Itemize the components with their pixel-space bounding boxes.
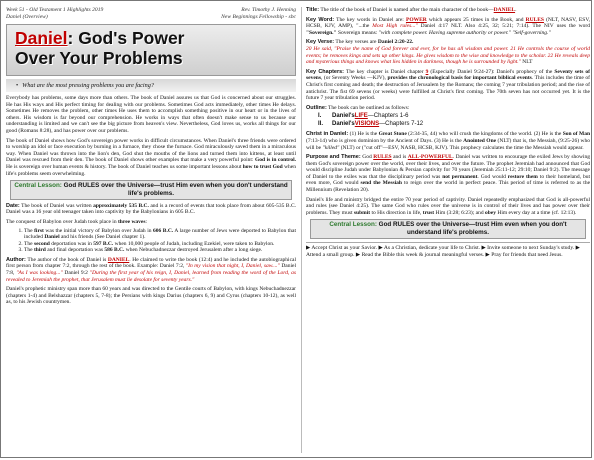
conquest-colon: :: [145, 218, 148, 225]
wave-bold: first: [34, 227, 44, 234]
intro-paragraph-1: Everybody has problems, some days more than others. The book of Daniel assures us that God is concerned about our struggles. He has His ways and His perfect timing for dealing with our problems. Sometimes God acts immediately, other times He delays. Sometimes He removes the problem, other times He uses them to accomplish something positive in our heart or in the lives of others. His wisdom is far beyond our comprehension. He works in ways that often doesn't make sense to us because our understanding is limited and we can't see the big picture from heaven's view. Nevertheless, God loves us, works all things for our good (Romans 8:28), and has power over our problems.: [6, 95, 296, 134]
pt-bold: not permanent: [442, 173, 478, 180]
pt-text: God: [360, 154, 374, 161]
pt-text4: . God would: [477, 173, 508, 180]
kv-quote: 20 He said, "Praise the name of God forever and ever, for he has all wisdom and power. 21 He controls the course of world events; he removes kings and sets up other kings. He gives wisdom to the wise and knowledge to the scholar. 22 He reveals deep and mysterious things and knows what lies hidden in darkness, though he is surrounded by light.": [306, 45, 590, 66]
outline-key: VISIONS: [354, 121, 380, 128]
pt-text3: . Daniel was written to encourage the exiled Jews by showing them God's sovereign power over the world, over their lives, and over the future. The prophet Jeremiah had announced that God would discipline Judah under Babylonian & Persian captivity for 70 years (Jeremiah 25:11-12; 29:10; Daniel 9:2). The message of Daniel to the exiles was that the disciplinary period was: [306, 154, 590, 180]
author-text3: Daniel 7:8,: [6, 263, 296, 277]
callout-text: God RULES over the Universe—trust Him even when you don't understand life's problems.: [61, 182, 288, 197]
kc-text: The key chapter is Daniel chapter: [344, 68, 426, 75]
pt-text2: and is: [391, 154, 408, 161]
kc-text3: , (or Seventy Weeks —KJV),: [320, 75, 388, 82]
central-lesson-callout: [10, 180, 292, 200]
conquest-text: The conquest of Babylon over Judah took place in: [6, 218, 118, 225]
kv-version: NLT: [520, 59, 533, 66]
pt-text6: to reign over the world in perfect peace. This period of time is referred to as the Millennium (Revelation 20).: [306, 180, 591, 194]
ministry-paragraph: Daniel's prophetic ministry span more than 60 years and was directed to the Gentile courts of Babylon, with kings Nebuchadnezzar (chapters 1-4) and Belshazzar (chapters 5, 7-8); the Persians with kings Darius (chapters 6, 9) and Cyrus (chapters 10-12), as well as, to his Jewish countrymen.: [6, 286, 296, 306]
date-bold: approximately 535 B.C.: [93, 202, 149, 209]
title-rest: : God's Power: [67, 28, 185, 48]
cd-bold: Great Stone: [378, 131, 407, 138]
wave-date: 586 B.C.: [104, 247, 125, 254]
wave-text: The: [24, 240, 34, 247]
date-paragraph: [6, 203, 296, 216]
author-text: The author of the book of Daniel is: [25, 256, 108, 263]
outline-key: LIFE: [354, 113, 368, 120]
cd-text2: (2:34-35, 44) who will crush the kingdoms of the world. (2) He is the: [406, 131, 563, 138]
wave-bold: Daniel: [44, 234, 60, 241]
cd-text4: (NLT) that is, the Messiah, (9:25-26) who will be: [306, 137, 590, 151]
outline-num: II.: [318, 121, 324, 128]
intro2-bold: God is in control.: [254, 157, 296, 164]
title-box: [6, 24, 296, 76]
life-trust: trust: [422, 209, 435, 216]
central-lesson-callout: [310, 219, 586, 239]
life-text: Daniel's life and ministry bridged the entire 70 year period of captivity. Daniel repeatedly emphasized that God is all-powerful and rules (see Daniel 4:25). The same God who rules over the universe is in control of their lives and has power over their problems. They must: [306, 196, 590, 216]
key-verse-label: Key Verse:: [306, 39, 335, 46]
author-quote2: "As I was looking...": [16, 270, 63, 277]
page-title-line1: [15, 29, 185, 48]
left-column: [6, 7, 296, 306]
kw-quote: Most High rules...": [372, 23, 418, 30]
title-text: The title of the book of Daniel is named after the main character of the book—: [319, 7, 494, 13]
header-book: Daniel (Overview): [6, 14, 48, 20]
list-item: [318, 120, 590, 128]
kw-text: The key words in Daniel are:: [334, 16, 406, 23]
waves-list: [6, 228, 296, 254]
outline-paragraph: [306, 105, 590, 112]
pt-bold3: send the Messiah: [360, 180, 402, 187]
wave-text: and his friends (See Daniel chapter 1).: [59, 234, 146, 241]
outline-post: —Chapters 1-6: [367, 113, 409, 120]
wave-text: A large number of Jews were deported to Babylon that included: [24, 227, 296, 241]
list-item: [24, 247, 296, 254]
action-steps: ▶ Accept Christ as your Savior. ▶ As a Christian, dedicate your life to Christ. ▶ Invite someone to next Sunday's study. ▶ Attend a small group. ▶ Read the Bible this week & journal meaningful verses. ▶ Pray for friends that need Jesus.: [306, 242, 590, 259]
title-daniel: Daniel: [15, 28, 68, 48]
author-quote3: "During the first year of his reign, I, Daniel, learned from reading the word of the Lord, as revealed to Jeremiah the prophet, that Jerusalem must lie desolate for seventy years.": [6, 270, 296, 283]
wave-text: when Nebuchadnezzar destroyed Jerusalem after a long siege.: [124, 247, 263, 254]
cd-text5: (NLT) or ("cut off"—ESV, NASB, HCSB, KJV). This prophecy calculates the time the Messiah would appear.: [339, 144, 584, 151]
purpose-label: Purpose and Theme:: [306, 154, 361, 161]
author-paragraph: [6, 257, 296, 283]
key-word-paragraph: [306, 17, 590, 37]
kw-text2: which appears 25 times in the Book, and: [426, 16, 526, 23]
cd-killed: "killed": [322, 144, 340, 151]
wave-text: deportation was in: [49, 240, 94, 247]
wave-bold: second: [33, 240, 50, 247]
wave-text: when 10,000 people of Judah, including Ezekiel, were taken to Babylon.: [113, 240, 275, 247]
wave-text: The: [24, 227, 35, 234]
key-word-label: Key Word:: [306, 16, 335, 23]
date-label: Date:: [6, 202, 20, 209]
kc-bold: Seventy sets of sevens: [306, 68, 590, 82]
question-banner: [6, 79, 296, 92]
kc-text4: . This includes the time of Christ's first coming and death; the destruction of Jerusalem by the Romans; the coming 7 year tribulation period; and the rise of antichrist. The fist 69 sevens (or weeks) were fulfilled at Christ's first coming. The 70th seven has not occurred yet. It is the future 7 year tribulation period.: [306, 75, 590, 102]
cd-bold2: Son of Man: [562, 131, 590, 138]
christ-label: Christ in Daniel:: [306, 131, 349, 138]
life-text2: to His direction in life,: [370, 209, 423, 216]
title-paragraph: [306, 7, 590, 14]
life-obey: obey: [484, 209, 496, 216]
header-church: New Beginnings Fellowship - sbc: [221, 14, 296, 20]
conquest-bold: three waves: [117, 218, 146, 225]
title-label: Title:: [306, 7, 320, 13]
outline-list: [318, 112, 590, 128]
date-text2: and is a record of events that took place from about 605-535 B.C. Daniel was a 16 year old teenager taken into captivity by the Babylonians in 605 B.C.: [6, 202, 297, 216]
life-submit: submit: [353, 209, 371, 216]
wave-text: The: [24, 247, 34, 254]
kc-chapter: 9: [425, 68, 429, 75]
conquest-paragraph: [6, 219, 296, 226]
page-title-line2: Over Your Problems: [15, 48, 183, 68]
author-name: DANIEL: [107, 256, 130, 263]
pt-rules: RULES: [373, 154, 392, 161]
list-item: [318, 112, 590, 120]
list-item: [24, 228, 296, 241]
author-text2: . He claimed to write the book (12:4) and he included the autobiographical first person from chapter 7:2, through the rest of the book. Example: Daniel 7:2,: [6, 256, 296, 270]
purpose-paragraph: [306, 154, 590, 194]
key-chapters-label: Key Chapters:: [306, 68, 344, 75]
header-week: Week 51 - Old Testament 1 Highlights 2019: [6, 7, 104, 13]
kc-text2: (Especially Daniel 9:24-27): Daniel's prophecy of the: [428, 68, 555, 75]
kc-bold2: provides the chronological basis for important biblical events: [387, 75, 532, 82]
bullet-icon: •: [16, 82, 19, 89]
kw-text5: Sovereign means:: [336, 29, 379, 36]
callout-label: Central Lesson:: [14, 182, 62, 190]
outline-label: Outline:: [306, 104, 327, 111]
column-divider: [301, 7, 302, 453]
key-chapters-paragraph: [306, 69, 590, 102]
date-text: The book of Daniel was written: [19, 202, 94, 209]
title-period: .: [515, 7, 517, 13]
kw-text3: (NLT, NASV, ESV, HCSB, KJV, AMP), "...the: [306, 16, 590, 30]
callout-text: God RULES over the Universe—trust Him even when you don't understand life's problems.: [376, 221, 567, 237]
christ-in-daniel-paragraph: [306, 131, 590, 151]
outline-pre: Daniel's: [332, 113, 355, 120]
header-right: [221, 7, 296, 21]
kv-text: The key verses are: [334, 39, 378, 46]
life-text3: Him (3:28; 6:23); and: [434, 209, 485, 216]
life-text4: Him every day at a time (cf. 12:13).: [495, 209, 577, 216]
kw-power: POWER: [405, 16, 427, 23]
header-left: [6, 7, 103, 21]
banner-text: What are the most pressing problems you are facing?: [22, 82, 154, 89]
cd-text3: (7:13-14) who is given dominion by the Ancient of Days. (3) He is the: [306, 137, 464, 144]
intro2-text2: He is sovereign over human events & history. The book of Daniel teaches us some important lessons about: [6, 163, 243, 170]
author-text4: Daniel 9:2: [62, 270, 90, 277]
intro2-bold2: how to trust God: [242, 163, 283, 170]
outline-pre: Daniel's: [332, 121, 355, 128]
key-verse-paragraph: [306, 39, 590, 65]
wave-text: and final deportation was: [45, 247, 105, 254]
wave-text: was the initial victory of Babylon over Judah in: [43, 227, 154, 234]
author-label: Author:: [6, 256, 26, 263]
page-header: [6, 7, 296, 21]
wave-date: 606 B.C.: [153, 227, 174, 234]
header-author: Rev. Timothy J. Henning: [241, 7, 296, 13]
cd-text: (1) He is the: [348, 131, 379, 138]
wave-date: 597 B.C.: [93, 240, 114, 247]
intro2-text3: when life's problems seem overwhelming.: [6, 163, 296, 177]
right-column: [306, 7, 590, 259]
kw-sovereign: "Sovereign.": [306, 29, 337, 36]
life-paragraph: [306, 197, 590, 217]
pt-bold2: restore them: [507, 173, 538, 180]
author-quote1: "In my vision that night, I, Daniel, saw....": [185, 263, 280, 270]
intro2-text: The book of Daniel shows how God's sovereign power works in difficult circumstances. When Daniel's three friends were ordered to worship an idol or face execution by burning in a furnace, they chose the furnace. God miraculously saved them in a miraculous way. When Daniel was thrown into the lion's den, God shut the mouths of the lions and turned them into kittens, at least until Daniel was rescued from their den. The book of Daniel shows other examples that make a very powerful point:: [6, 137, 296, 164]
intro-paragraph-2: [6, 138, 296, 178]
kv-ref: Daniel 2:20-22.: [377, 39, 414, 46]
kw-text4: Daniel 4:17 NLT. Also 4:25, 32; 5:21; 7:14). The NIV uses the word: [417, 23, 590, 30]
kw-rules: RULES: [525, 16, 544, 23]
pt-text5: to their homeland, but even more, God would: [306, 173, 590, 187]
kw-definition: "with complete power. Having supreme authority or power." "Self-governing.": [378, 29, 551, 36]
outline-text: The book can be outlined as follows:: [326, 104, 410, 111]
outline-num: I.: [318, 113, 322, 120]
pt-all-powerful: ALL-POWERFUL: [407, 154, 453, 161]
title-name: DANIEL: [493, 7, 516, 13]
callout-label: Central Lesson:: [329, 221, 377, 229]
wave-bold: third: [33, 247, 46, 254]
outline-post: —Chapters 7-12: [379, 121, 424, 128]
cd-bold3: Anointed One: [463, 137, 497, 144]
